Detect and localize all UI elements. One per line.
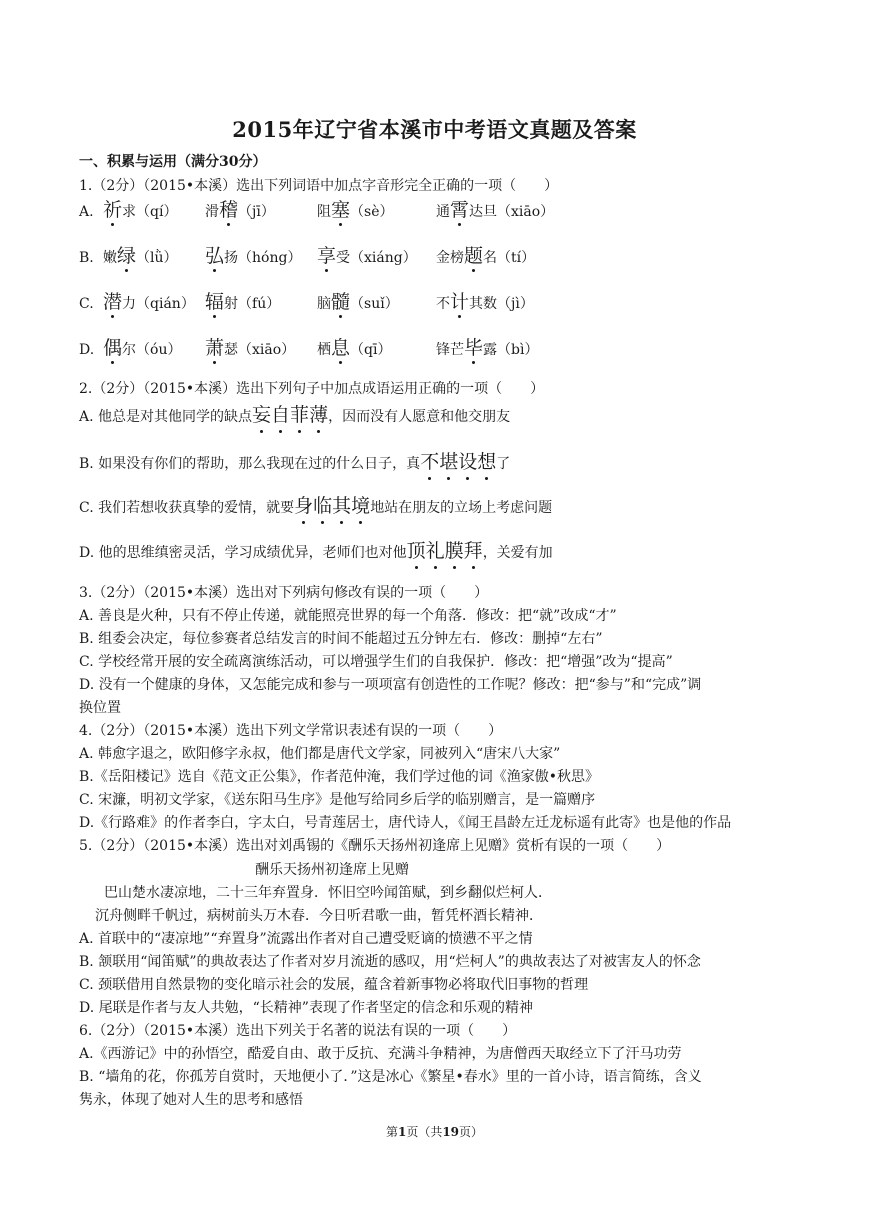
dotted-char: 绿 [117,245,137,267]
q6-option-b-cont: 隽永，体现了她对人生的思考和感悟 [79,1092,303,1108]
q4-option-b: B.《岳阳楼记》选自《范文正公集》，作者范仲淹，我们学过他的词《渔家傲•秋思》 [79,769,599,785]
q1-word: 祈求（qí） [103,199,178,221]
q2-c-tail: 地站在朋友的立场上考虑问题 [370,500,553,516]
q1-stem: 1.（2分）（2015•本溪）选出下列词语中加点字音形完全正确的一项（ ） [79,178,559,194]
q2-c-text: C. 我们若想收获真挚的爱情，就要 [79,500,295,516]
q6-option-b: B. “墙角的花，你孤芳自赏时，天地便小了．”这是冰心《繁星•春水》里的一首小诗，语言简练，含义 [79,1069,702,1085]
q2-b-text: B. 如果没有你们的帮助，那么我现在过的什么日子，真 [79,456,421,472]
q1-word: 享受（xiáng） [317,245,417,267]
q2-b-idiom: 不堪设想 [420,451,497,473]
dotted-char: 毕 [464,337,484,359]
q1-word: 弘扬（hóng） [205,245,302,267]
q2-option-b [79,452,510,474]
q2-option-a [79,405,510,427]
q1-word: 栖息（qī） [317,337,392,359]
q2-a-text: A. 他总是对其他同学的缺点 [79,409,253,425]
q3-option-d: D. 没有一个健康的身体，又怎能完成和参与一项项富有创造性的工作呢？修改：把“参与”和“完成”调 [79,677,702,693]
q1-option-label: D. [79,342,95,358]
q1-word: 通霄达旦（xiāo） [436,199,555,221]
section-heading: 一、积累与运用（满分30分） [79,154,267,170]
q6-option-a: A.《西游记》中的孙悟空，酷爱自由、敢于反抗、充满斗争精神，为唐僧西天取经立下了汗马功劳 [79,1046,682,1062]
page-number: 1 [397,1125,407,1139]
q5-option-d: D. 尾联是作者与友人共勉，“长精神”表现了作者坚定的信念和乐观的精神 [79,1000,533,1016]
dotted-char: 稽 [219,199,239,221]
q2-d-tail: ，关爱有加 [482,545,553,561]
q3-option-b: B. 组委会决定，每位参赛者总结发言的时间不能超过五分钟左右．修改：删掉“左右” [79,631,603,647]
dotted-char: 霄 [450,199,470,221]
dotted-char: 享 [317,245,337,267]
page-total: 19 [442,1125,460,1139]
dotted-char: 辐 [205,291,225,313]
dotted-char: 祈 [103,199,123,221]
q2-stem: 2.（2分）（2015•本溪）选出下列句子中加点成语运用正确的一项（ ） [79,381,545,397]
dotted-char: 髓 [331,291,351,313]
dotted-char: 计 [450,291,470,313]
q5-option-c: C. 颈联借用自然景物的变化暗示社会的发展，蕴含着新事物必将取代旧事物的哲理 [79,977,589,993]
dotted-char: 萧 [205,337,225,359]
q3-stem: 3.（2分）（2015•本溪）选出对下列病句修改有误的一项（ ） [79,585,489,601]
q1-word: 潜力（qián） [103,291,195,313]
q1-option-label: C. [79,296,94,312]
q2-option-d [79,541,553,563]
q1-word: 脑髓（suǐ） [317,291,399,313]
q2-option-c [79,496,552,518]
q5-stem: 5.（2分）（2015•本溪）选出对刘禹锡的《酬乐天扬州初逢席上见赠》赏析有误的一项（ ） [79,838,671,854]
q4-stem: 4.（2分）（2015•本溪）选出下列文学常识表述有误的一项（ ） [79,723,503,739]
q4-option-c: C. 宋濂，明初文学家，《送东阳马生序》是他写给同乡后学的临别赠言，是一篇赠序 [79,792,596,808]
poem-title: 酬乐天扬州初逢席上见赠 [255,862,409,878]
q1-word: 阻塞（sè） [317,199,394,221]
q2-d-idiom: 顶礼膜拜 [406,540,483,562]
q1-word: 金榜题名（tí） [436,245,536,267]
dotted-char: 题 [464,245,484,267]
q2-c-idiom: 身临其境 [294,495,371,517]
q4-option-a: A. 韩愈字退之，欧阳修字永叔，他们都是唐代文学家，同被列入“唐宋八大家” [79,746,561,762]
q1-word: 萧瑟（xiāo） [205,337,296,359]
q2-a-idiom: 妄自菲薄 [252,404,329,426]
q3-option-c: C. 学校经常开展的安全疏离演练活动，可以增强学生们的自我保护．修改：把“增强”改为“提高” [79,654,673,670]
q3-option-a: A. 善良是火种，只有不停止传递，就能照亮世界的每一个角落．修改：把“就”改成“才” [79,608,617,624]
q1-option-label: A. [79,204,94,220]
dotted-char: 弘 [205,245,225,267]
q1-word: 滑稽（jī） [205,199,275,221]
q2-d-text: D. 他的思维缜密灵活，学习成绩优异，老师们也对他 [79,545,407,561]
q1-word: 锋芒毕露（bì） [436,337,539,359]
dotted-char: 息 [331,337,351,359]
q3-option-d-cont: 换位置 [79,700,121,716]
poem-line-2: 沉舟侧畔千帆过，病树前头万木春．今日听君歌一曲，暂凭杯酒长精神． [95,908,543,924]
q5-option-a: A. 首联中的“凄凉地”“弃置身”流露出作者对自己遭受贬谪的愤懑不平之情 [79,931,533,947]
page-footer: 第1页（共19页） [385,1125,484,1139]
page-title: 2015年辽宁省本溪市中考语文真题及答案 [232,117,637,142]
q1-word: 嫩绿（lǜ） [103,245,178,267]
q1-word: 不计其数（jì） [436,291,534,313]
q2-a-tail: ，因而没有人愿意和他交朋友 [328,409,511,425]
dotted-char: 塞 [331,199,351,221]
dotted-char: 偶 [103,337,123,359]
q1-word: 辐射（fú） [205,291,281,313]
q1-word: 偶尔（óu） [103,337,182,359]
q6-stem: 6.（2分）（2015•本溪）选出下列关于名著的说法有误的一项（ ） [79,1023,517,1039]
dotted-char: 潜 [103,291,123,313]
q1-option-label: B. [79,250,94,266]
q4-option-d: D.《行路难》的作者李白，字太白，号青莲居士，唐代诗人，《闻王昌龄左迁龙标遥有此寄》也是他的作品 [79,815,732,831]
q2-b-tail: 了 [496,456,511,472]
q5-option-b: B. 颔联用“闻笛赋”的典故表达了作者对岁月流逝的感叹，用“烂柯人”的典故表达了对被害友人的怀念 [79,954,701,970]
poem-line-1: 巴山楚水凄凉地，二十三年弃置身．怀旧空吟闻笛赋，到乡翻似烂柯人． [104,885,552,901]
